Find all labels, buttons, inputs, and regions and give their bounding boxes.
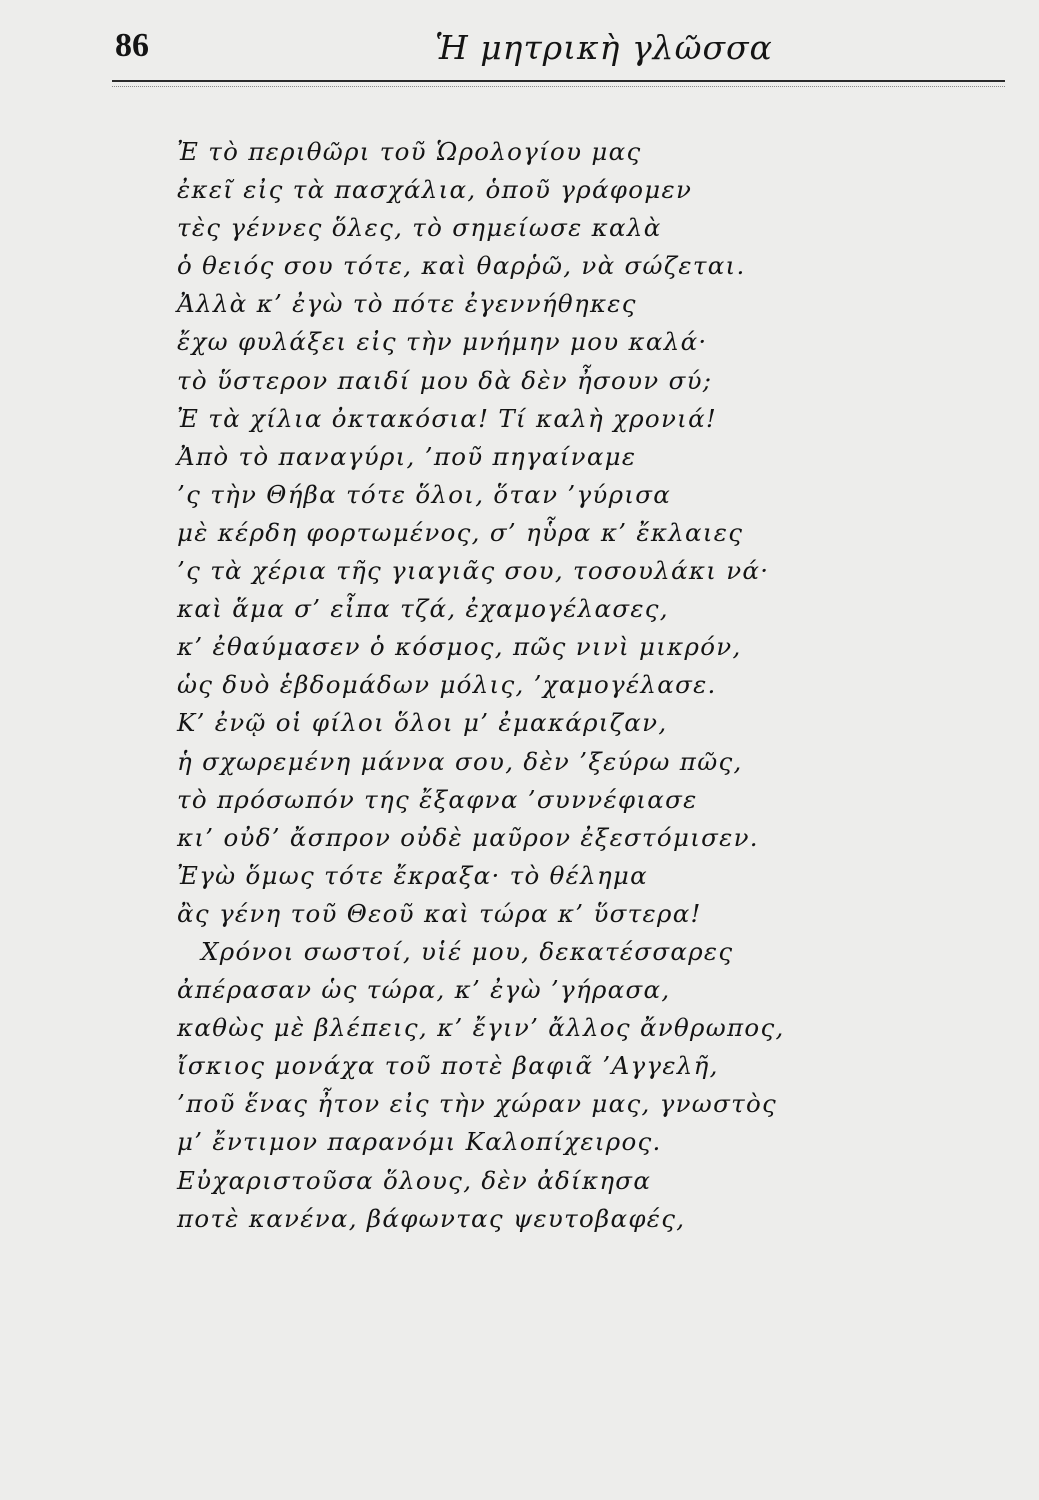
verse-line: Κ’ ἐνῷ οἱ φίλοι ὅλοι μ’ ἐμακάριζαν, — [177, 708, 668, 738]
verse-line: ἔχω φυλάξει εἰς τὴν μνήμην μου καλά· — [177, 327, 708, 357]
header-rule — [112, 80, 1005, 82]
verse-line: Ἀλλὰ κ’ ἐγὼ τὸ πότε ἐγεννήθηκες — [177, 289, 637, 319]
verse-line: Ἐγὼ ὅμως τότε ἔκραξα· τὸ θέλημα — [177, 860, 648, 890]
verse-line: Ἀπὸ τὸ παναγύρι, ’ποῦ πηγαίναμε — [177, 441, 637, 471]
verse-line: μ’ ἔντιμον παρανόμι Καλοπίχειρος. — [177, 1127, 662, 1157]
verse-line: ἡ σχωρεμένη μάννα σου, δὲν ’ξεύρω πῶς, — [177, 746, 743, 776]
verse-line: ’ποῦ ἕνας ἦτον εἰς τὴν χώραν μας, γνωστὸς — [177, 1089, 778, 1119]
verse-line: Εὐχαριστοῦσα ὅλους, δὲν ἀδίκησα — [177, 1165, 652, 1195]
verse-line: ἀπέρασαν ὡς τώρα, κ’ ἐγὼ ’γήρασα, — [177, 975, 671, 1005]
header-rule-dotted — [112, 86, 1005, 87]
verse-line: ἴσκιος μονάχα τοῦ ποτὲ βαφιᾶ ’Αγγελῆ, — [177, 1051, 719, 1081]
verse-line: ὁ θειός σου τότε, καὶ θαρῥῶ, νὰ σώζεται. — [177, 251, 746, 281]
running-title: Ἡ μητρικὴ γλῶσσα — [435, 28, 773, 67]
verse-line: ἂς γένη τοῦ Θεοῦ καὶ τώρα κ’ ὕστερα! — [177, 898, 702, 928]
verse-line: Ἐ τὸ περιθῶρι τοῦ Ὡρολογίου μας — [177, 137, 642, 166]
verse-line: μὲ κέρδη φορτωμένος, σ’ ηὗρα κ’ ἔκλαιες — [177, 517, 744, 547]
poem-body — [177, 133, 785, 1238]
verse-line: τὲς γέννες ὅλες, τὸ σημείωσε καλὰ — [177, 213, 662, 243]
verse-line: ’ς τὰ χέρια τῆς γιαγιᾶς σου, τοσουλάκι νά· — [177, 556, 770, 586]
verse-line: κι’ οὐδ’ ἄσπρον οὐδὲ μαῦρον ἐξεστόμισεν. — [177, 822, 759, 852]
verse-line: ἐκεῖ εἰς τὰ πασχάλια, ὁποῦ γράφομεν — [177, 175, 693, 205]
verse-line: τὸ πρόσωπόν της ἔξαφνα ’συννέφιασε — [177, 784, 698, 814]
page-number: 86 — [115, 27, 149, 64]
verse-line: τὸ ὕστερον παιδί μου δὰ δὲν ἦσουν σύ; — [177, 365, 713, 395]
verse-line: καὶ ἅμα σ’ εἶπα τζά, ἐχαμογέλασες, — [177, 594, 669, 624]
verse-line-stanza-start: Χρόνοι σωστοί, υἱέ μου, δεκατέσσαρες — [201, 936, 734, 966]
verse-line: ὡς δυὸ ἑβδομάδων μόλις, ’χαμογέλασε. — [177, 670, 717, 700]
verse-line: ποτὲ κανένα, βάφωντας ψευτοβαφές, — [177, 1203, 686, 1233]
verse-line: κ’ ἐθαύμασεν ὁ κόσμος, πῶς νινὶ μικρόν, — [177, 632, 742, 662]
verse-line: Ἐ τὰ χίλια ὀκτακόσια! Τί καλὴ χρονιά! — [177, 403, 718, 433]
verse-line: καθὼς μὲ βλέπεις, κ’ ἔγιν’ ἄλλος ἄνθρωπος, — [177, 1013, 785, 1043]
verse-line: ’ς τὴν Θήβα τότε ὅλοι, ὅταν ’γύρισα — [177, 479, 672, 509]
